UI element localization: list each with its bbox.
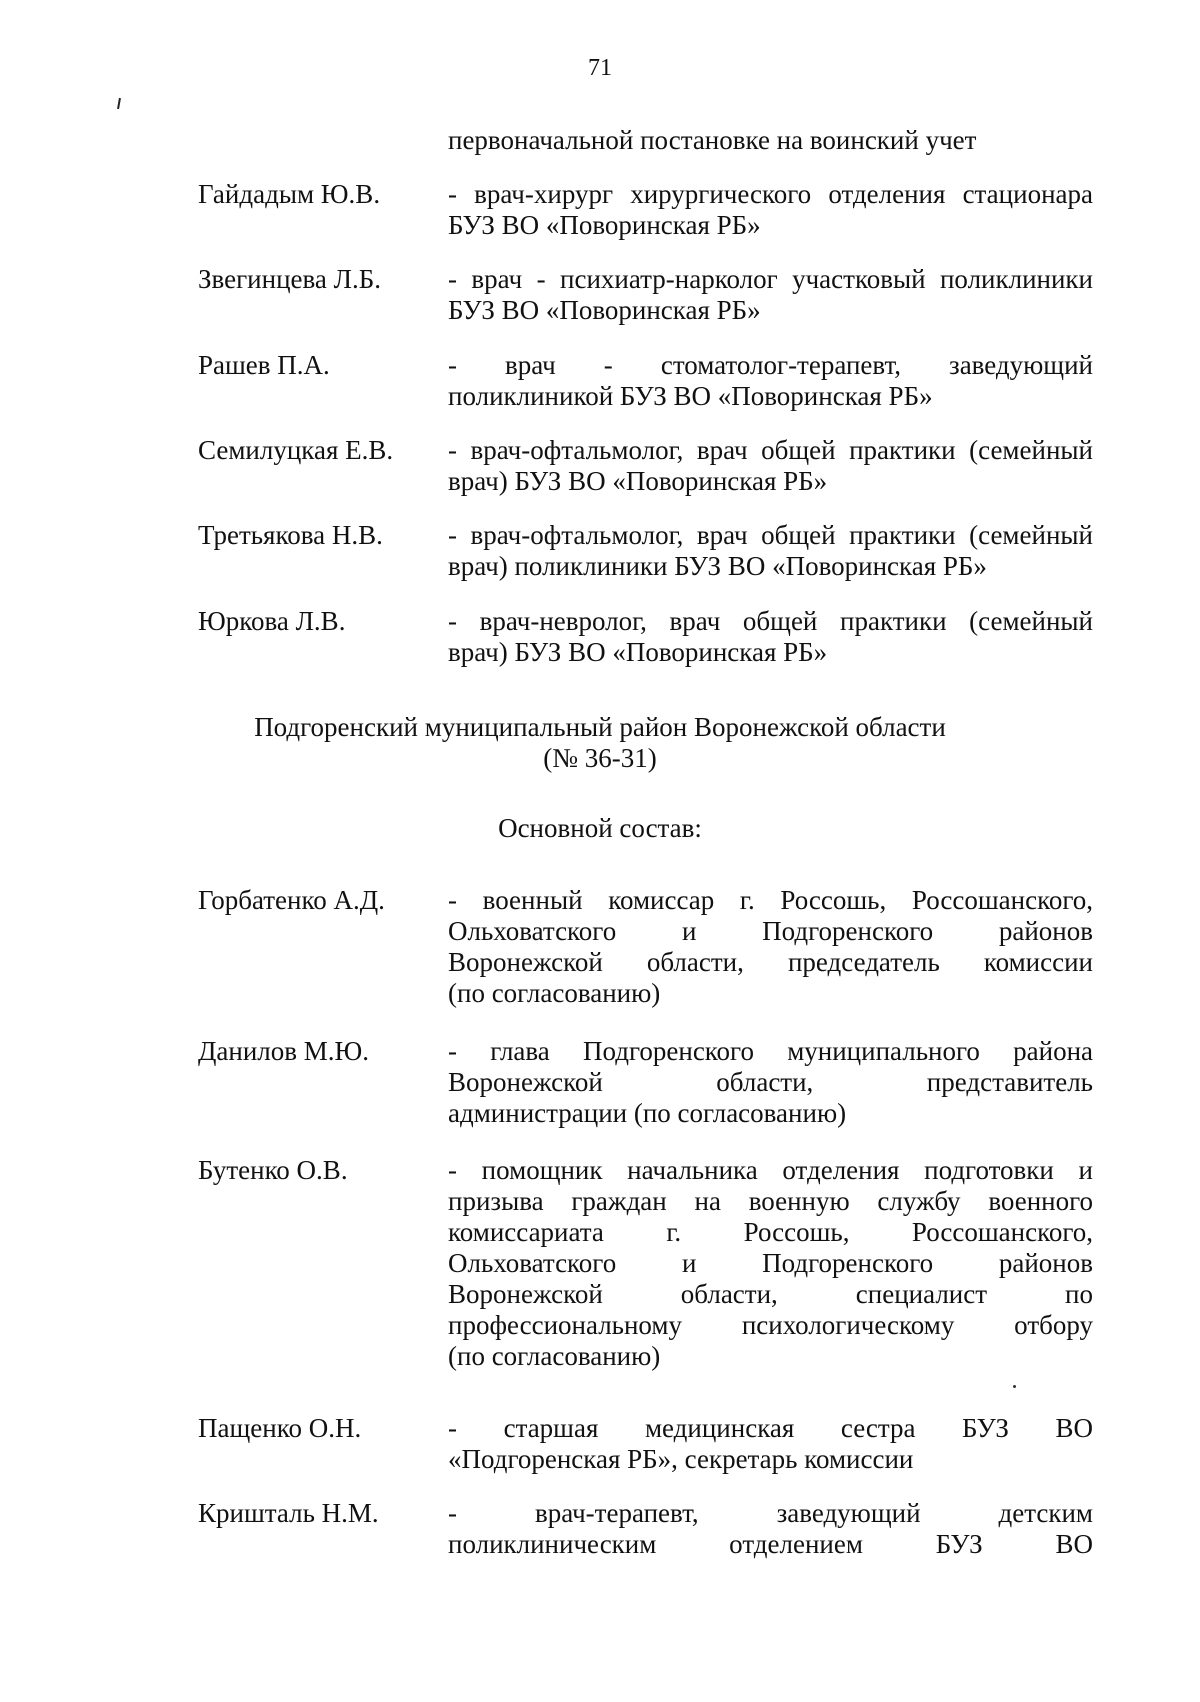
- entry-line: врач) БУЗ ВО «Поворинская РБ»: [448, 637, 828, 667]
- member-line: (по согласованию): [448, 1341, 661, 1371]
- entry-line: - врач-невролог, врач общей практики (семейный: [448, 606, 1093, 636]
- member-line: Воронежской области, специалист по: [448, 1279, 1093, 1309]
- entry-name: Юркова Л.В.: [198, 606, 346, 636]
- member-line: - военный комиссар г. Россошь, Россошанского,: [448, 885, 1093, 915]
- entry-line: - врач-хирург хирургического отделения стационара: [448, 179, 1093, 209]
- member-name: Пащенко О.Н.: [198, 1413, 362, 1443]
- entry-line: - врач-офтальмолог, врач общей практики (семейный: [448, 435, 1093, 465]
- member-line: - старшая медицинская сестра БУЗ ВО: [448, 1413, 1093, 1443]
- member-line: Воронежской области, представитель: [448, 1067, 1093, 1097]
- entry-name: Третьякова Н.В.: [198, 520, 383, 550]
- entry-line: - врач - стоматолог-терапевт, заведующий: [448, 350, 1093, 380]
- page-number: 71: [588, 55, 612, 81]
- intro-line: первоначальной постановке на воинский учет: [448, 125, 977, 155]
- member-line: (по согласованию): [448, 978, 661, 1008]
- section-title: Подгоренский муниципальный район Воронежской области: [254, 712, 946, 742]
- entry-name: Гайдадым Ю.В.: [198, 179, 381, 209]
- member-name: Данилов М.Ю.: [198, 1036, 370, 1066]
- member-line: Ольховатского и Подгоренского районов: [448, 916, 1093, 946]
- member-name: Горбатенко А.Д.: [198, 885, 385, 915]
- member-line: - врач-терапевт, заведующий детским: [448, 1498, 1093, 1528]
- section-subtitle: Основной состав:: [498, 813, 702, 843]
- entry-name: Семилуцкая Е.В.: [198, 435, 394, 465]
- section-number: (№ 36-31): [543, 743, 657, 773]
- entry-name: Звегинцева Л.Б.: [198, 264, 381, 294]
- entry-line: поликлиникой БУЗ ВО «Поворинская РБ»: [448, 381, 933, 411]
- member-line: «Подгоренская РБ», секретарь комиссии: [448, 1444, 914, 1474]
- entry-line: - врач - психиатр-нарколог участковый поликлиники: [448, 264, 1093, 294]
- member-line: комиссариата г. Россошь, Россошанского,: [448, 1217, 1093, 1247]
- member-line: - помощник начальника отделения подготовки и: [448, 1155, 1093, 1185]
- entry-line: БУЗ ВО «Поворинская РБ»: [448, 295, 761, 325]
- stray-dot: [1013, 1385, 1016, 1388]
- member-line: Ольховатского и Подгоренского районов: [448, 1248, 1093, 1278]
- member-line: профессиональному психологическому отбору: [448, 1310, 1093, 1340]
- entry-line: - врач-офтальмолог, врач общей практики (семейный: [448, 520, 1093, 550]
- entry-line: врач) поликлиники БУЗ ВО «Поворинская РБ»: [448, 551, 987, 581]
- member-name: Бутенко О.В.: [198, 1155, 348, 1185]
- member-line: призыва граждан на военную службу военного: [448, 1186, 1093, 1216]
- member-line: администрации (по согласованию): [448, 1098, 847, 1128]
- member-line: - глава Подгоренского муниципального района: [448, 1036, 1093, 1066]
- entry-name: Рашев П.А.: [198, 350, 330, 380]
- member-name: Кришталь Н.М.: [198, 1498, 379, 1528]
- stray-mark: [117, 98, 121, 109]
- member-line: поликлиническим отделением БУЗ ВО: [448, 1529, 1093, 1559]
- member-line: Воронежской области, председатель комиссии: [448, 947, 1093, 977]
- entry-line: врач) БУЗ ВО «Поворинская РБ»: [448, 466, 828, 496]
- entry-line: БУЗ ВО «Поворинская РБ»: [448, 210, 761, 240]
